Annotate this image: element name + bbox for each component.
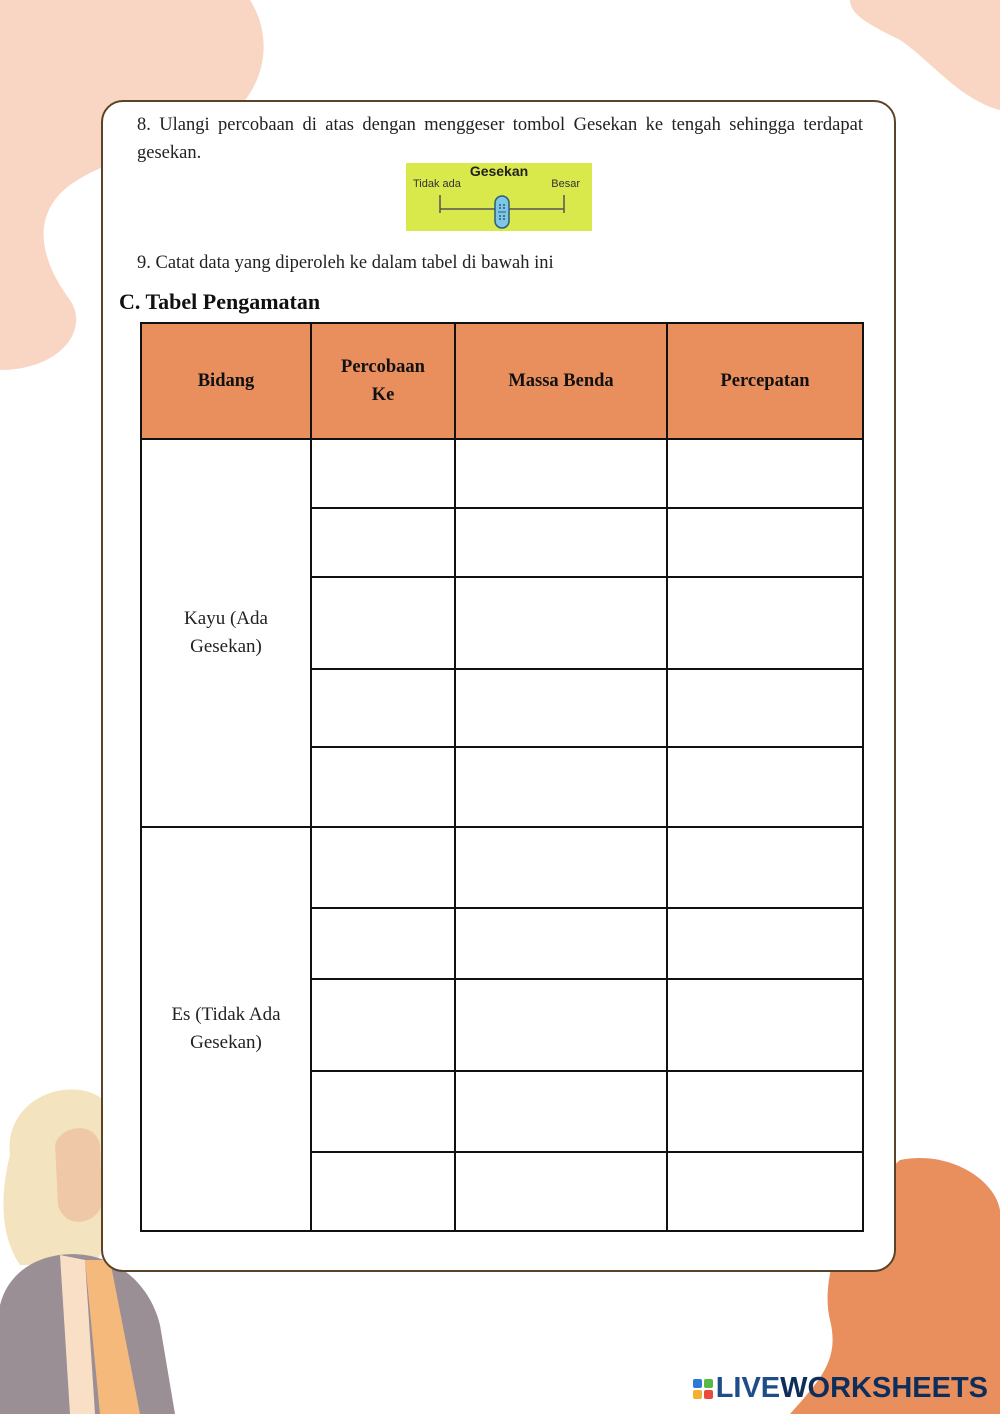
logo-square [693, 1379, 702, 1388]
header-massa-benda: Massa Benda [455, 323, 667, 439]
logo-text-live: LIVE [715, 1372, 781, 1404]
group-label-kayu [141, 439, 311, 827]
logo-square [693, 1390, 702, 1399]
instruction-step-8: 8. Ulangi percobaan di atas dengan menggeser tombol Gesekan ke tengah sehingga terdapat gesekan. [137, 115, 863, 163]
friction-slider-track [406, 163, 592, 231]
friction-slider-title: Gesekan [469, 163, 529, 179]
cell-percobaan-input[interactable] [311, 827, 455, 908]
header-percepatan: Percepatan [667, 323, 863, 439]
group-label-line2: Gesekan) [190, 1032, 262, 1053]
cell-percepatan-input[interactable] [667, 669, 863, 747]
cell-percepatan-input[interactable] [667, 577, 863, 669]
cell-massa-input[interactable] [455, 827, 667, 908]
cell-percepatan-input[interactable] [667, 1152, 863, 1231]
friction-slider-min-label: Tidak ada [413, 178, 461, 190]
cell-percobaan-input[interactable] [311, 747, 455, 827]
cell-massa-input[interactable] [455, 577, 667, 669]
cell-percepatan-input[interactable] [667, 747, 863, 827]
cell-percobaan-input[interactable] [311, 1071, 455, 1152]
table-row [141, 827, 863, 908]
cell-percobaan-input[interactable] [311, 979, 455, 1071]
cell-percepatan-input[interactable] [667, 508, 863, 577]
logo-text-worksheets: WORKSHEETS [780, 1372, 988, 1404]
cell-massa-input[interactable] [455, 979, 667, 1071]
cell-percobaan-input[interactable] [311, 669, 455, 747]
cell-percepatan-input[interactable] [667, 979, 863, 1071]
header-percobaan-line2: Ke [371, 385, 395, 405]
cell-percobaan-input[interactable] [311, 577, 455, 669]
group-label-line1: Es (Tidak Ada [171, 1004, 281, 1025]
group-label-line1: Kayu (Ada [184, 608, 268, 629]
friction-slider-max-label: Besar [551, 178, 580, 190]
cell-massa-input[interactable] [455, 669, 667, 747]
cell-massa-input[interactable] [455, 508, 667, 577]
header-percobaan [311, 323, 455, 439]
group-label-es [141, 827, 311, 1231]
logo-square [704, 1379, 713, 1388]
table-header-row [141, 323, 863, 439]
cell-massa-input[interactable] [455, 747, 667, 827]
liveworksheets-logo-icon [693, 1379, 713, 1399]
observation-table [140, 322, 864, 1232]
cell-percepatan-input[interactable] [667, 1071, 863, 1152]
header-percobaan-line1: Percobaan [341, 357, 425, 377]
cell-massa-input[interactable] [455, 1071, 667, 1152]
cell-massa-input[interactable] [455, 908, 667, 979]
cell-percobaan-input[interactable] [311, 908, 455, 979]
instruction-step-9: 9. Catat data yang diperoleh ke dalam tabel di bawah ini [137, 253, 554, 273]
section-title: C. Tabel Pengamatan [119, 289, 321, 314]
liveworksheets-logo[interactable] [693, 1372, 988, 1405]
cell-percepatan-input[interactable] [667, 439, 863, 508]
cell-percepatan-input[interactable] [667, 827, 863, 908]
friction-slider-image [406, 163, 592, 231]
group-label-line2: Gesekan) [190, 636, 262, 657]
table-row [141, 439, 863, 508]
logo-square [704, 1390, 713, 1399]
cell-massa-input[interactable] [455, 1152, 667, 1231]
cell-percobaan-input[interactable] [311, 439, 455, 508]
friction-slider-knob [495, 196, 509, 228]
header-bidang: Bidang [141, 323, 311, 439]
cell-percobaan-input[interactable] [311, 508, 455, 577]
cell-massa-input[interactable] [455, 439, 667, 508]
cell-percepatan-input[interactable] [667, 908, 863, 979]
cell-percobaan-input[interactable] [311, 1152, 455, 1231]
